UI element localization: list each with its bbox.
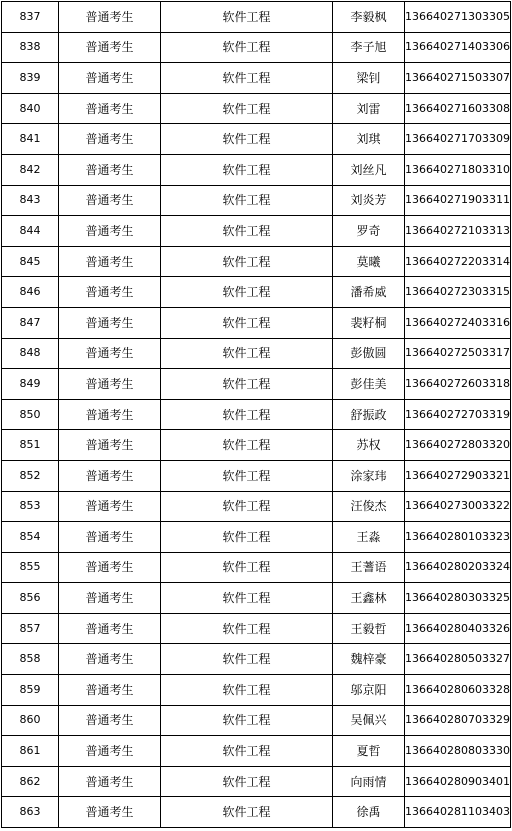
row-number-cell: 840 [2,93,59,124]
candidate-type-cell: 普通考生 [59,613,161,644]
student-name-cell: 莫曦 [333,246,405,277]
candidate-type-cell: 普通考生 [59,797,161,828]
student-name-cell: 王蓍语 [333,552,405,583]
candidate-id-cell: 136640271903311 [405,185,511,216]
major-cell: 软件工程 [161,246,333,277]
student-name-cell: 舒振政 [333,399,405,430]
candidate-id-cell: 136640280203324 [405,552,511,583]
student-name-cell: 彭傲圆 [333,338,405,369]
table-row [2,491,511,522]
candidate-id-cell: 136640280503327 [405,644,511,675]
table-row [2,399,511,430]
major-cell: 软件工程 [161,124,333,155]
student-name-cell: 徐禹 [333,797,405,828]
major-cell: 软件工程 [161,399,333,430]
table-row [2,185,511,216]
major-cell: 软件工程 [161,369,333,400]
row-number-cell: 850 [2,399,59,430]
student-name-cell: 罗奇 [333,216,405,247]
table-row [2,32,511,63]
student-name-cell: 刘雷 [333,93,405,124]
student-name-cell: 裴籽桐 [333,307,405,338]
candidate-id-cell: 136640271503307 [405,63,511,94]
student-name-cell: 王毅哲 [333,613,405,644]
candidate-type-cell: 普通考生 [59,766,161,797]
row-number-cell: 849 [2,369,59,400]
student-name-cell: 刘炎芳 [333,185,405,216]
table-row [2,2,511,33]
row-number-cell: 838 [2,32,59,63]
table-row [2,307,511,338]
candidate-type-cell: 普通考生 [59,644,161,675]
table-row [2,460,511,491]
candidate-type-cell: 普通考生 [59,216,161,247]
student-name-cell: 夏哲 [333,736,405,767]
major-cell: 软件工程 [161,277,333,308]
major-cell: 软件工程 [161,338,333,369]
major-cell: 软件工程 [161,705,333,736]
row-number-cell: 842 [2,154,59,185]
major-cell: 软件工程 [161,93,333,124]
candidate-type-cell: 普通考生 [59,277,161,308]
student-table [1,1,511,828]
candidate-id-cell: 136640271303305 [405,2,511,33]
candidate-type-cell: 普通考生 [59,154,161,185]
table-row [2,63,511,94]
table-row [2,644,511,675]
student-name-cell: 苏权 [333,430,405,461]
table-row [2,124,511,155]
candidate-id-cell: 136640272803320 [405,430,511,461]
row-number-cell: 857 [2,613,59,644]
row-number-cell: 859 [2,675,59,706]
candidate-type-cell: 普通考生 [59,736,161,767]
candidate-type-cell: 普通考生 [59,460,161,491]
row-number-cell: 846 [2,277,59,308]
candidate-type-cell: 普通考生 [59,338,161,369]
table-row [2,93,511,124]
table-row [2,369,511,400]
major-cell: 软件工程 [161,583,333,614]
table-row [2,705,511,736]
student-name-cell: 涂家玮 [333,460,405,491]
candidate-type-cell: 普通考生 [59,63,161,94]
major-cell: 软件工程 [161,522,333,553]
candidate-type-cell: 普通考生 [59,675,161,706]
candidate-id-cell: 136640281103403 [405,797,511,828]
student-name-cell: 王鑫林 [333,583,405,614]
row-number-cell: 837 [2,2,59,33]
candidate-type-cell: 普通考生 [59,522,161,553]
row-number-cell: 860 [2,705,59,736]
major-cell: 软件工程 [161,613,333,644]
table-row [2,797,511,828]
major-cell: 软件工程 [161,797,333,828]
major-cell: 软件工程 [161,766,333,797]
candidate-id-cell: 136640272503317 [405,338,511,369]
student-name-cell: 李毅枫 [333,2,405,33]
student-name-cell: 刘琪 [333,124,405,155]
candidate-id-cell: 136640280703329 [405,705,511,736]
table-row [2,338,511,369]
candidate-type-cell: 普通考生 [59,307,161,338]
candidate-id-cell: 136640280403326 [405,613,511,644]
candidate-id-cell: 136640280903401 [405,766,511,797]
student-name-cell: 向雨情 [333,766,405,797]
row-number-cell: 844 [2,216,59,247]
row-number-cell: 839 [2,63,59,94]
major-cell: 软件工程 [161,63,333,94]
student-name-cell: 魏梓豪 [333,644,405,675]
major-cell: 软件工程 [161,491,333,522]
major-cell: 软件工程 [161,2,333,33]
row-number-cell: 843 [2,185,59,216]
row-number-cell: 851 [2,430,59,461]
major-cell: 软件工程 [161,185,333,216]
candidate-id-cell: 136640272303315 [405,277,511,308]
candidate-id-cell: 136640271403306 [405,32,511,63]
candidate-id-cell: 136640272903321 [405,460,511,491]
candidate-type-cell: 普通考生 [59,705,161,736]
table-row [2,613,511,644]
student-name-cell: 吴佩兴 [333,705,405,736]
candidate-type-cell: 普通考生 [59,93,161,124]
candidate-id-cell: 136640271603308 [405,93,511,124]
candidate-id-cell: 136640280303325 [405,583,511,614]
table-row [2,216,511,247]
row-number-cell: 856 [2,583,59,614]
major-cell: 软件工程 [161,644,333,675]
candidate-type-cell: 普通考生 [59,246,161,277]
candidate-type-cell: 普通考生 [59,32,161,63]
candidate-type-cell: 普通考生 [59,185,161,216]
major-cell: 软件工程 [161,216,333,247]
student-name-cell: 梁钊 [333,63,405,94]
candidate-type-cell: 普通考生 [59,430,161,461]
candidate-id-cell: 136640271803310 [405,154,511,185]
major-cell: 软件工程 [161,154,333,185]
major-cell: 软件工程 [161,675,333,706]
candidate-id-cell: 136640272603318 [405,369,511,400]
major-cell: 软件工程 [161,430,333,461]
row-number-cell: 841 [2,124,59,155]
major-cell: 软件工程 [161,460,333,491]
candidate-id-cell: 136640272203314 [405,246,511,277]
candidate-type-cell: 普通考生 [59,491,161,522]
major-cell: 软件工程 [161,307,333,338]
table-row [2,246,511,277]
table-row [2,583,511,614]
candidate-type-cell: 普通考生 [59,369,161,400]
table-row [2,736,511,767]
student-name-cell: 邬京阳 [333,675,405,706]
table-row [2,277,511,308]
candidate-type-cell: 普通考生 [59,124,161,155]
row-number-cell: 861 [2,736,59,767]
candidate-id-cell: 136640271703309 [405,124,511,155]
candidate-id-cell: 136640272103313 [405,216,511,247]
table-row [2,154,511,185]
student-name-cell: 潘希威 [333,277,405,308]
row-number-cell: 848 [2,338,59,369]
table-row [2,552,511,583]
table-row [2,522,511,553]
candidate-type-cell: 普通考生 [59,399,161,430]
row-number-cell: 863 [2,797,59,828]
candidate-id-cell: 136640280103323 [405,522,511,553]
candidate-type-cell: 普通考生 [59,2,161,33]
table-row [2,766,511,797]
student-table-body [2,2,511,828]
candidate-id-cell: 136640272403316 [405,307,511,338]
candidate-id-cell: 136640280603328 [405,675,511,706]
student-name-cell: 刘丝凡 [333,154,405,185]
student-name-cell: 汪俊杰 [333,491,405,522]
row-number-cell: 854 [2,522,59,553]
row-number-cell: 845 [2,246,59,277]
row-number-cell: 855 [2,552,59,583]
student-name-cell: 李子旭 [333,32,405,63]
table-row [2,675,511,706]
candidate-id-cell: 136640272703319 [405,399,511,430]
candidate-id-cell: 136640273003322 [405,491,511,522]
candidate-type-cell: 普通考生 [59,552,161,583]
row-number-cell: 852 [2,460,59,491]
major-cell: 软件工程 [161,32,333,63]
candidate-type-cell: 普通考生 [59,583,161,614]
student-name-cell: 王淼 [333,522,405,553]
row-number-cell: 862 [2,766,59,797]
row-number-cell: 853 [2,491,59,522]
candidate-id-cell: 136640280803330 [405,736,511,767]
row-number-cell: 858 [2,644,59,675]
table-row [2,430,511,461]
student-name-cell: 彭佳美 [333,369,405,400]
row-number-cell: 847 [2,307,59,338]
major-cell: 软件工程 [161,736,333,767]
major-cell: 软件工程 [161,552,333,583]
